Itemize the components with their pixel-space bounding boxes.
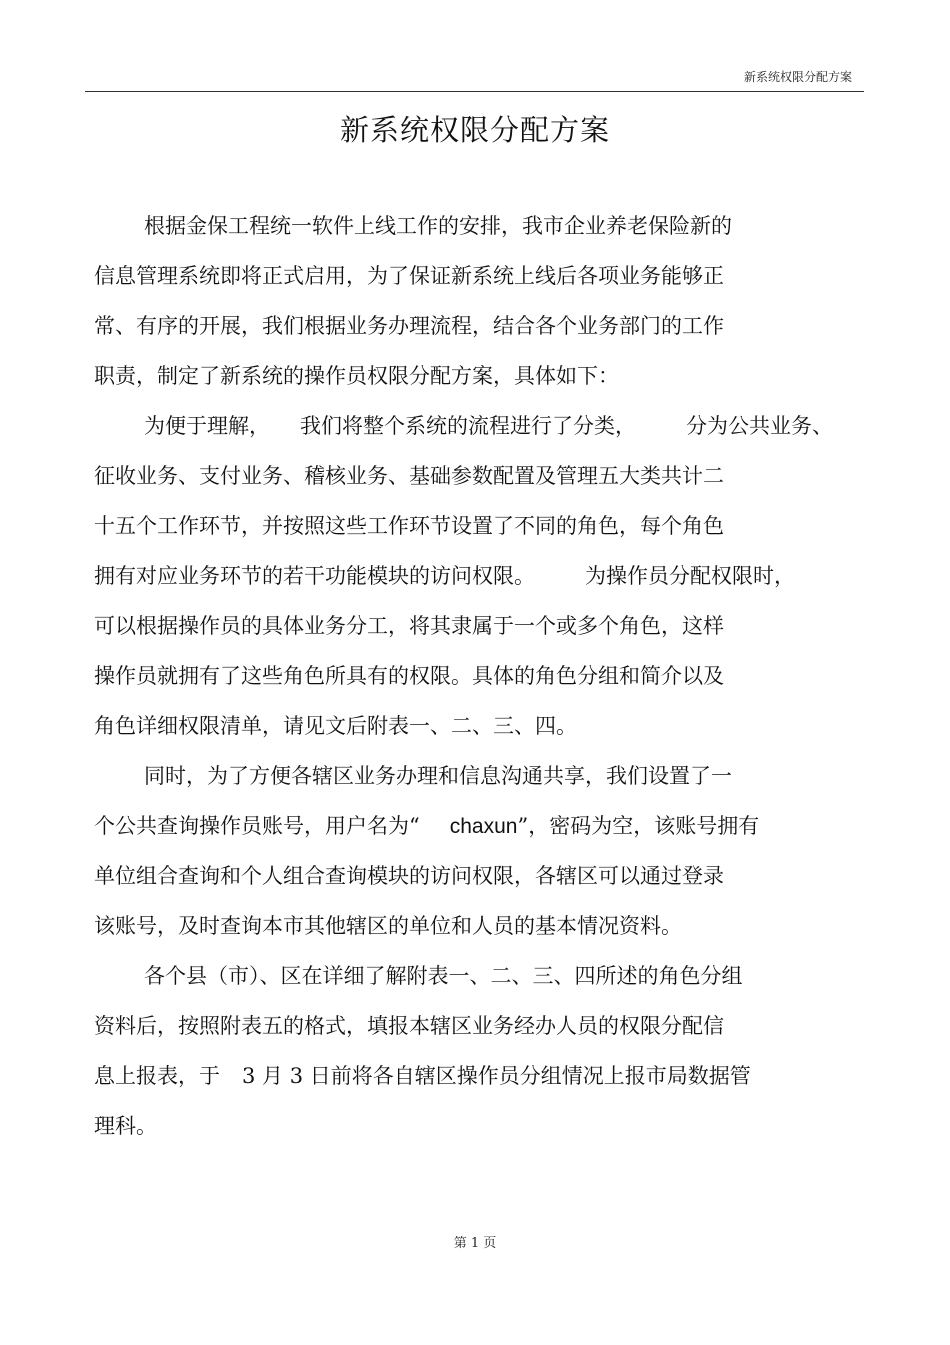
paragraph-line: 职责，制定了新系统的操作员权限分配方案，具体如下： bbox=[94, 364, 619, 388]
paragraph-line: 根据金保工程统一软件上线工作的安排，我市企业养老保险新的 bbox=[144, 214, 732, 238]
paragraph-line: 同时，为了方便各辖区业务办理和信息沟通共享，我们设置了一 bbox=[144, 764, 732, 788]
text-segment: 3 月 3 日前将各自辖区操作员分组情况上报市局数据管 bbox=[242, 1064, 751, 1088]
paragraph-line: 信息管理系统即将正式启用，为了保证新系统上线后各项业务能够正 bbox=[94, 264, 724, 288]
paragraph-line bbox=[94, 1058, 864, 1108]
paragraph-line: 操作员就拥有了这些角色所具有的权限。具体的角色分组和简介以及 bbox=[94, 664, 724, 688]
running-header: 新系统权限分配方案 bbox=[743, 70, 852, 84]
text-segment: 息上报表，于 bbox=[94, 1064, 220, 1088]
paragraph-line: 可以根据操作员的具体业务分工，将其隶属于一个或多个角色，这样 bbox=[94, 614, 724, 638]
paragraph-line: 理科。 bbox=[94, 1114, 157, 1138]
paragraph-line: 征收业务、支付业务、稽核业务、基础参数配置及管理五大类共计二 bbox=[94, 464, 724, 488]
paragraph-line: 单位组合查询和个人组合查询模块的访问权限，各辖区可以通过登录 bbox=[94, 864, 724, 888]
text-segment: 我们将整个系统的流程进行了分类， bbox=[300, 414, 636, 438]
text-segment: 分为公共业务、 bbox=[686, 414, 833, 438]
text-segment: 拥有对应业务环节的若干功能模块的访问权限。 bbox=[94, 564, 535, 588]
text-segment: 个公共查询操作员账号，用户名为“ bbox=[94, 814, 420, 838]
username-text: chaxun bbox=[449, 815, 518, 838]
paragraph-line bbox=[94, 558, 864, 608]
paragraph-line bbox=[94, 808, 864, 858]
paragraph-line: 角色详细权限清单，请见文后附表一、二、三、四。 bbox=[94, 714, 577, 738]
text-segment: ”，密码为空，该账号拥有 bbox=[517, 814, 760, 838]
text-segment: 为操作员分配权限时， bbox=[585, 564, 795, 588]
paragraph-line: 该账号，及时查询本市其他辖区的单位和人员的基本情况资料。 bbox=[94, 914, 682, 938]
paragraph-line: 资料后，按照附表五的格式，填报本辖区业务经办人员的权限分配信 bbox=[94, 1014, 724, 1038]
document-body bbox=[94, 208, 864, 1158]
paragraph-line: 各个县（市）、区在详细了解附表一、二、三、四所述的角色分组 bbox=[144, 964, 743, 988]
paragraph-line bbox=[94, 408, 864, 458]
page-number: 第 1 页 bbox=[453, 1236, 497, 1251]
paragraph-line: 常、有序的开展，我们根据业务办理流程，结合各个业务部门的工作 bbox=[94, 314, 724, 338]
header-divider bbox=[85, 91, 864, 92]
document-title: 新系统权限分配方案 bbox=[339, 113, 610, 147]
paragraph-line: 十五个工作环节，并按照这些工作环节设置了不同的角色，每个角色 bbox=[94, 514, 724, 538]
text-segment: 为便于理解， bbox=[144, 414, 270, 438]
